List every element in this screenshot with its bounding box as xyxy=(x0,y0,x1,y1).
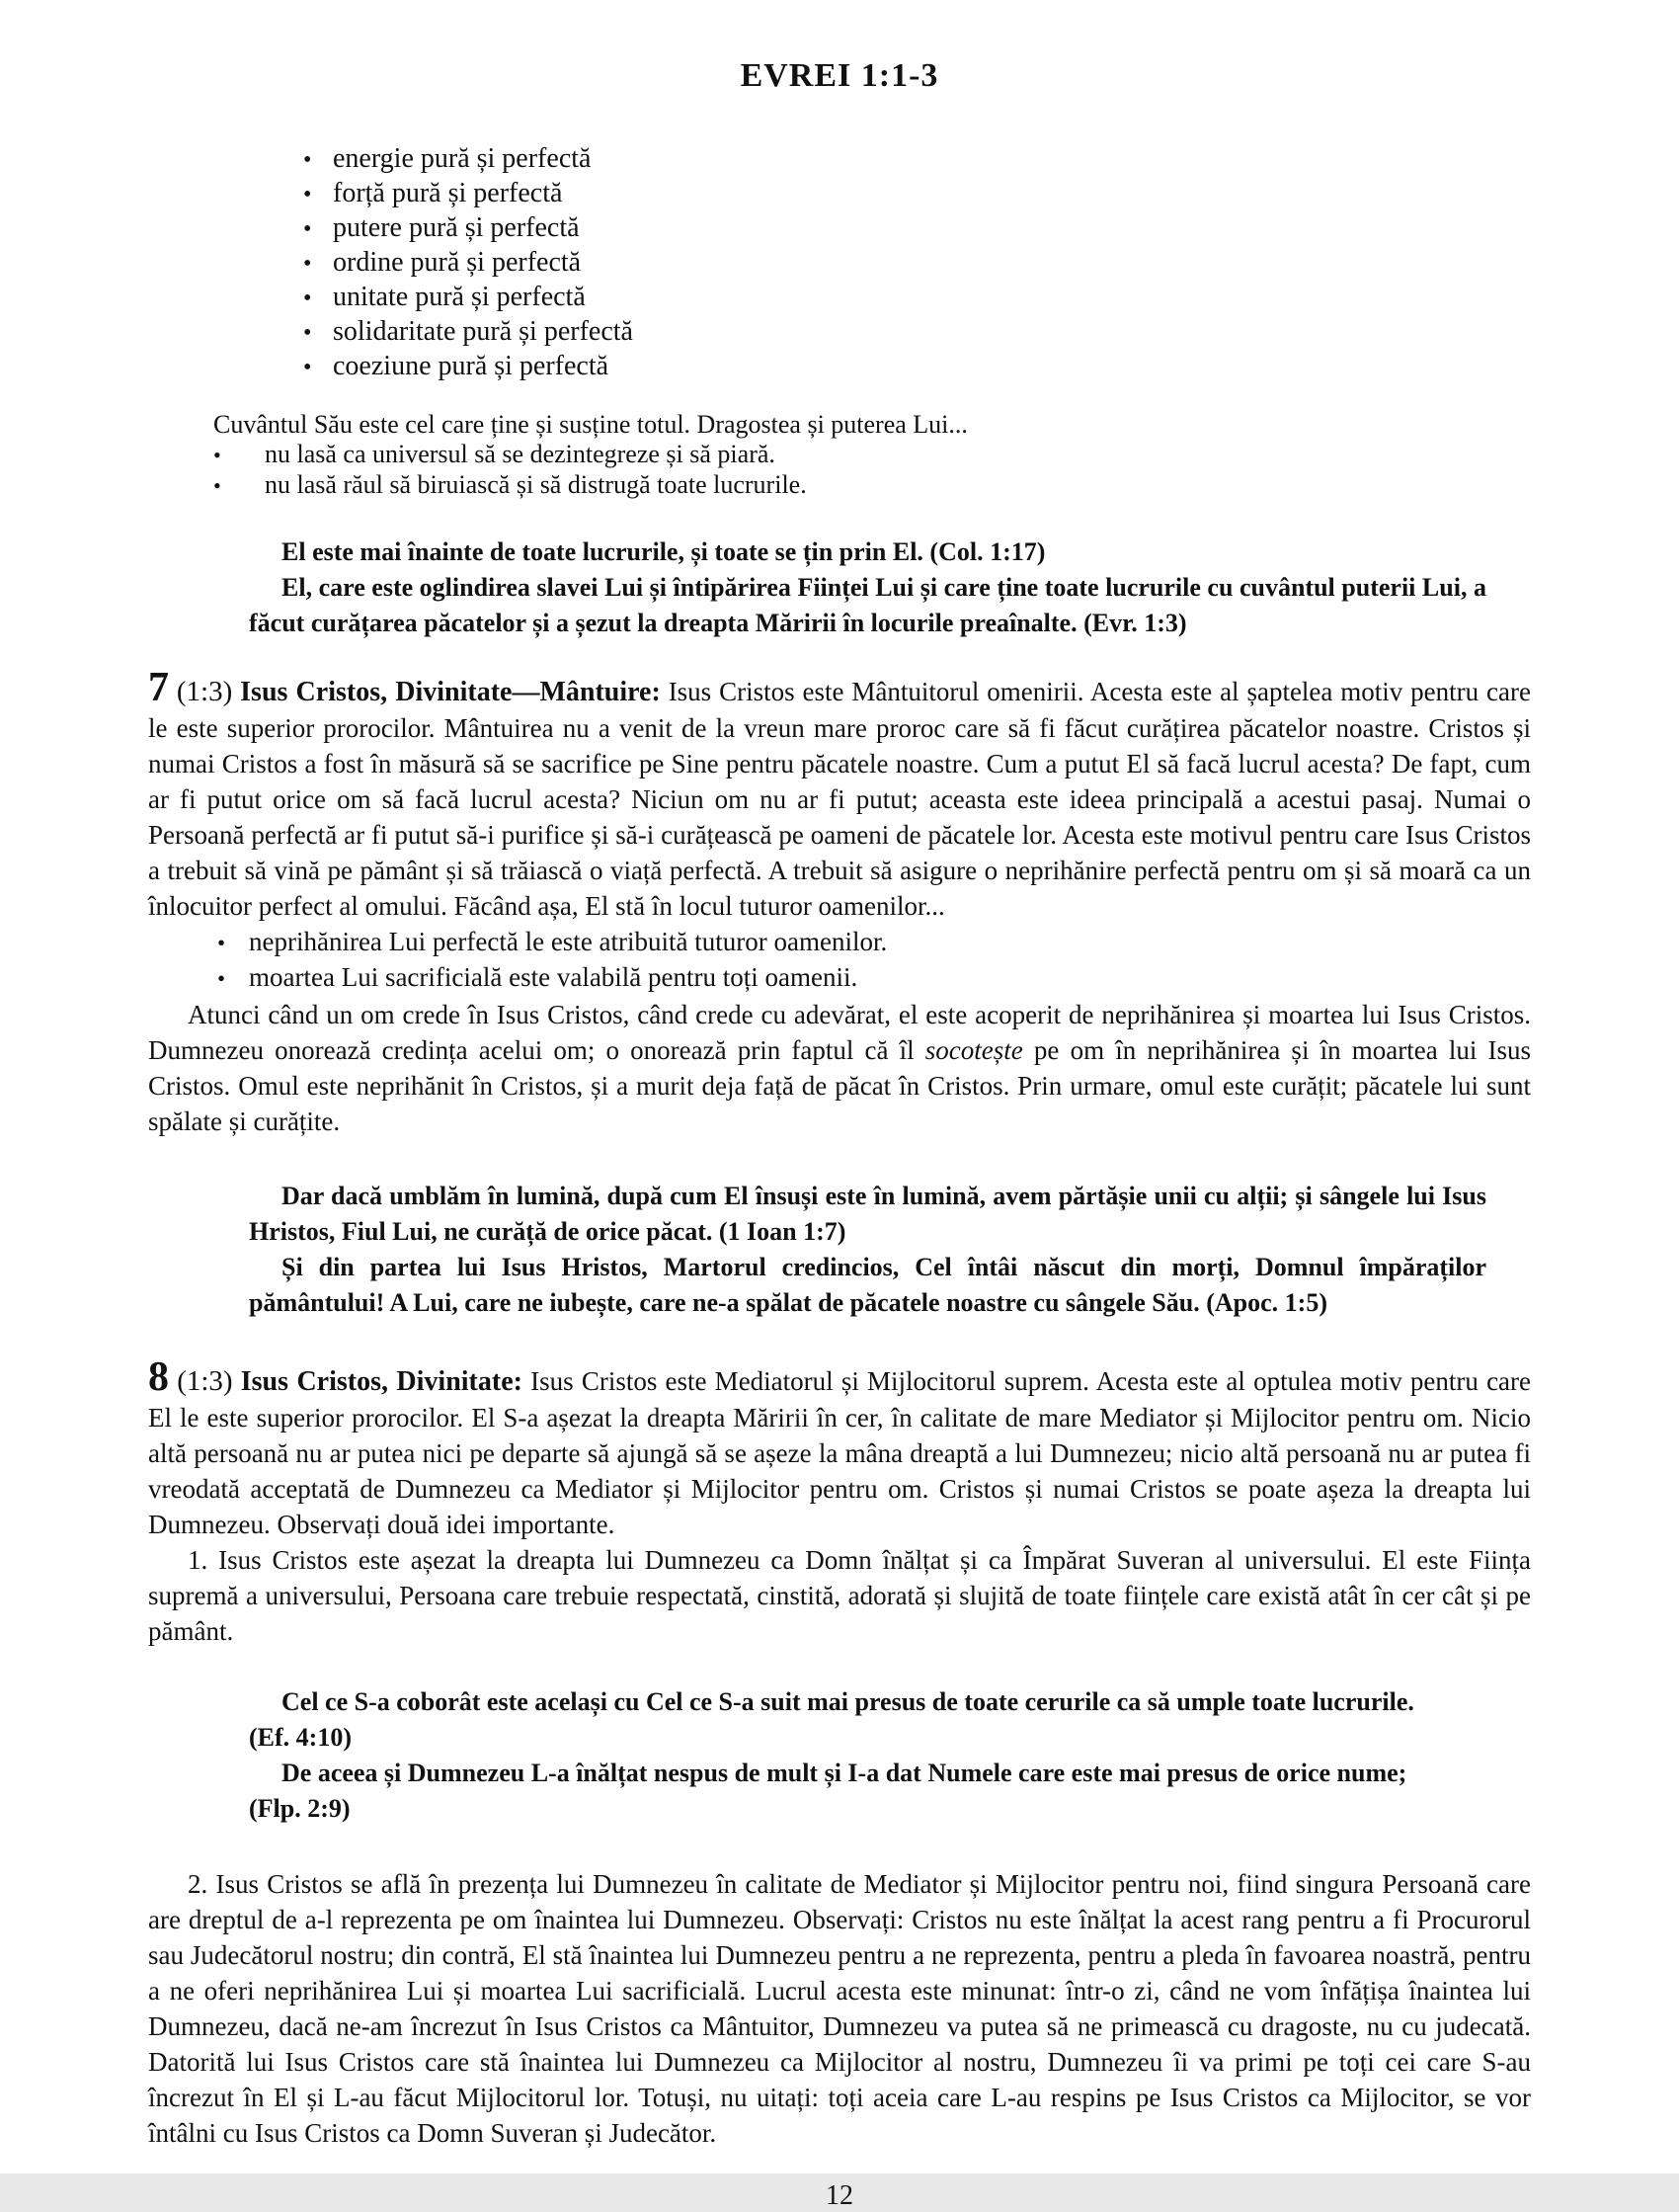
bullet-icon: • xyxy=(303,355,312,380)
section-heading: Isus Cristos, Divinitate—Mântuire: xyxy=(240,677,661,707)
verse-reference: (1:3) xyxy=(177,1365,233,1397)
point-number: 1. xyxy=(188,1545,208,1575)
attributes-bullet-list xyxy=(148,142,1531,384)
verse-reference: (1:3) xyxy=(176,676,233,707)
list-item xyxy=(303,211,1531,246)
list-item-text: neprihănirea Lui perfectă le este atribuită tuturor oamenilor. xyxy=(249,927,888,956)
list-item xyxy=(303,177,1531,211)
list-item xyxy=(303,315,1531,350)
list-item-text: nu lasă răul să biruiască și să distrugă toate lucrurile. xyxy=(265,470,807,499)
list-item-text: putere pură și perfectă xyxy=(333,212,580,243)
point-text: Isus Cristos este așezat la dreapta lui Dumnezeu ca Domn înălțat și ca Împărat Suveran al universului. El este Ființa supremă a universului, Persoana care trebuie respectată, cinstită, adorată și slujită de toate ființele care există atât în cer cât și pe pământ. xyxy=(148,1545,1531,1646)
bullet-icon: • xyxy=(213,473,221,498)
bullet-icon: • xyxy=(217,931,226,955)
list-item-text: forță pură și perfectă xyxy=(333,178,563,208)
bullet-icon: • xyxy=(303,182,312,207)
bullet-icon: • xyxy=(217,966,226,991)
section-8-paragraph xyxy=(148,1356,1531,1542)
list-item-text: unitate pură și perfectă xyxy=(333,282,586,312)
list-item xyxy=(303,350,1531,384)
bullet-icon: • xyxy=(213,443,221,467)
quote-reference: (Flp. 2:9) xyxy=(249,1794,351,1823)
numbered-point-2 xyxy=(148,1866,1531,2151)
list-item xyxy=(213,440,1531,470)
section-7-closing-paragraph xyxy=(148,997,1531,1139)
list-item xyxy=(217,925,1531,960)
quote-reference: (Ef. 4:10) xyxy=(249,1723,352,1752)
list-item-text: ordine pură și perfectă xyxy=(333,247,582,278)
quote-paragraph: Dar dacă umblăm în lumină, după cum El însuși este în lumină, avem părtășie unii cu alții; și sângele lui Isus Hristos, Fiul Lui, ne curăță de orice păcat. (1 Ioan 1:7) xyxy=(249,1182,1486,1246)
italic-term: socotește xyxy=(924,1035,1023,1065)
list-item xyxy=(217,960,1531,996)
scripture-quote-block-ef410-flp29 xyxy=(249,1684,1486,1827)
list-item-text: solidaritate pură și perfectă xyxy=(333,316,633,347)
quote-paragraph: Și din partea lui Isus Hristos, Martorul credincios, Cel întâi născut din morți, Domnul împăraților pământului! A Lui, care ne iubește, care ne-a spălat de păcatele noastre cu sângele Său. (Apoc. 1:5) xyxy=(249,1253,1486,1317)
closing-text: Atunci când un om crede în Isus Cristos, când crede cu adevărat, el este acoperit de neprihănirea și moartea lui Isus Cristos. Dumnezeu onorează credința acelui om; o onorează prin faptul că îl xyxy=(148,1000,1531,1065)
numbered-point-1 xyxy=(148,1542,1531,1649)
list-item-text: nu lasă ca universul să se dezintegreze și să piară. xyxy=(265,440,775,468)
bullet-icon: • xyxy=(303,320,312,346)
page-number: 12 xyxy=(826,2180,853,2211)
section-number: 7 xyxy=(148,665,169,710)
bullet-icon: • xyxy=(303,216,312,242)
point-number: 2. xyxy=(188,1869,208,1899)
lead-sub-bullet-list xyxy=(213,440,1531,501)
bullet-icon: • xyxy=(303,286,312,311)
list-item xyxy=(303,246,1531,281)
quote-paragraph: De aceea și Dumnezeu L-a înălțat nespus de mult și I-a dat Numele care este mai presus de orice nume; xyxy=(281,1759,1407,1787)
quote-paragraph: El este mai înainte de toate lucrurile, și toate se țin prin El. (Col. 1:17) xyxy=(281,537,1046,566)
quote-paragraph: El, care este oglindirea slavei Lui și întipărirea Ființei Lui și care ține toate lucrurile cu cuvântul puterii Lui, a făcut curățarea păcatelor și a șezut la dreapta Măririi în locurile preaînalte. (Evr. 1:3) xyxy=(249,573,1486,637)
lead-paragraph: Cuvântul Său este cel care ține și susține totul. Dragostea și puterea Lui... xyxy=(213,410,968,439)
section-heading: Isus Cristos, Divinitate: xyxy=(240,1366,522,1397)
list-item-text: moartea Lui sacrificială este valabilă pentru toți oamenii. xyxy=(249,962,858,992)
closing-text: pe om în neprihănirea și în moartea lui Isus Cristos. Omul este neprihănit în Cristos, și a murit deja față de păcat în Cristos. Prin urmare, omul este curățit; păcatele lui sunt spălate și curățite. xyxy=(148,1035,1531,1136)
section-7-paragraph xyxy=(148,667,1531,924)
list-item xyxy=(213,470,1531,501)
section-7-bullet-list xyxy=(217,925,1531,996)
list-item xyxy=(303,142,1531,177)
point-text: Isus Cristos se află în prezența lui Dumnezeu în calitate de Mediator și Mijlocitor pentru noi, fiind singura Persoană care are dreptul de a-l reprezenta pe om înaintea lui Dumnezeu. Observați: Cristos nu este înălțat la acest rang pentru a fi Procurorul sau Judecătorul nostru; din contră, El stă înaintea lui Dumnezeu pentru a ne reprezenta, pentru a pleda în favoarea noastră, pentru a ne oferi neprihănirea Lui și moartea Lui sacrificială. Lucrul acesta este minunat: într-o zi, când ne vom înfățișa înaintea lui Dumnezeu, dacă ne-am încrezut în Isus Cristos ca Mântuitor, Dumnezeu va putea să ne primească cu dragoste, nu cu judecată. Datorită lui Isus Cristos care stă înaintea lui Dumnezeu ca Mijlocitor al nostru, Dumnezeu îi va primi pe toți cei care S-au încrezut în El și L-au făcut Mijlocitorul lor. Totuși, nu uitați: toți aceia care L-au respins pe Isus Cristos ca Mijlocitor, se vor întâlni cu Isus Cristos ca Domn Suveran și Judecător. xyxy=(148,1869,1531,2148)
bullet-icon: • xyxy=(303,147,312,173)
section-body-text: Isus Cristos este Mediatorul și Mijlocitorul suprem. Acesta este al optulea motiv pentru care El le este superior prorocilor. El S-a așezat la dreapta Măririi în cer, în calitate de mare Mediator și Mijlocitor pentru om. Nicio altă persoană nu ar putea nici pe departe să ajungă să se așeze la mâna dreaptă a lui Dumnezeu; nicio altă persoană nu ar putea fi vreodată acceptată de Dumnezeu ca Mediator și Mijlocitor pentru om. Cristos și numai Cristos se poate așeza la dreapta lui Dumnezeu. Observați două idei importante. xyxy=(148,1366,1532,1539)
section-number: 8 xyxy=(148,1354,169,1400)
page-title: EVREI 1:1-3 xyxy=(740,57,939,94)
list-item xyxy=(303,281,1531,315)
bullet-icon: • xyxy=(303,251,312,277)
scripture-quote-block-col117-evr13 xyxy=(249,534,1486,641)
quote-paragraph: Cel ce S-a coborât este același cu Cel ce S-a suit mai presus de toate cerurile ca să umple toate lucrurile. xyxy=(281,1687,1414,1716)
list-item-text: energie pură și perfectă xyxy=(333,143,592,174)
scripture-quote-block-1ioan17-apoc15 xyxy=(249,1179,1486,1321)
list-item-text: coeziune pură și perfectă xyxy=(333,351,609,381)
section-body-text: Isus Cristos este Mântuitorul omenirii. Acesta este al șaptelea motiv pentru care le este superior prorocilor. Mântuirea nu a venit de la vreun mare proroc care să fi făcut curățirea păcatelor noastre. Cristos și numai Cristos a fost în măsură să se sacrifice pe Sine pentru păcatele noastre. Cum a putut El să facă lucrul acesta? De fapt, cum ar fi putut orice om să facă lucrul acesta? Niciun om nu ar fi putut; aceasta este ideea principală a acestui pasaj. Numai o Persoană perfectă ar fi putut să-i purifice și să-i curățească pe oameni de păcatele lor. Acesta este motivul pentru care Isus Cristos a trebuit să vină pe pământ și să trăiască o viață perfectă. A trebuit să asigure o neprihănire perfectă pentru om și să moară ca un înlocuitor perfect al omului. Făcând așa, El stă în locul tuturor oamenilor... xyxy=(148,677,1531,921)
